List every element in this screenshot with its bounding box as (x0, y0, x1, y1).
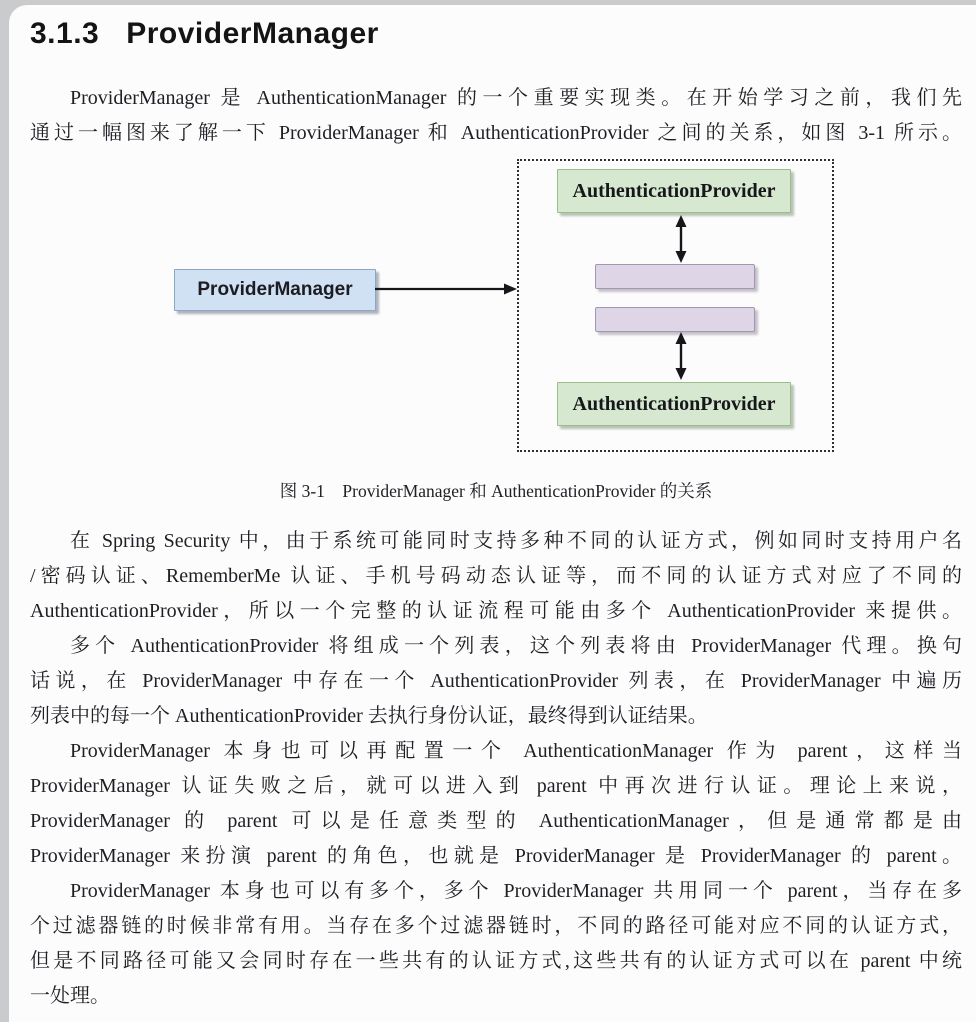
provider-manager-box (174, 269, 376, 311)
text-line: 一处理。 (30, 985, 110, 1007)
text-line: 列表中的每一个 AuthenticationProvider 去执行身份认证，最终得到认证结果。 (30, 705, 708, 727)
paragraph (30, 81, 962, 151)
double-arrow-vertical-icon (673, 331, 689, 381)
provider-list-bar-1 (595, 264, 755, 289)
book-page (9, 5, 976, 1022)
text-line: ProviderManager 认证失败之后，就可以进入到 parent 中再次进行认证。理论上来说， (30, 775, 962, 797)
section-title: ProviderManager (126, 17, 379, 50)
authentication-provider-top-box (557, 169, 791, 213)
double-arrow-vertical-icon (673, 214, 689, 264)
text-line: ProviderManager 本身也可以有多个，多个 ProviderManager 共用同一个 parent，当存在多 (70, 880, 962, 902)
text-line: 话说，在 ProviderManager 中存在一个 AuthenticationProvider 列表，在 ProviderManager 中遍历 (30, 670, 962, 692)
text-line: ProviderManager 来扮演 parent 的角色，也就是 ProviderManager 是 ProviderManager 的 parent。 (30, 845, 962, 867)
body-text (30, 524, 962, 1014)
section-heading (30, 15, 962, 53)
text-line: AuthenticationProvider，所以一个完整的认证流程可能由多个 AuthenticationProvider 来提供。 (30, 600, 962, 622)
paragraph (30, 734, 962, 874)
figure-3-1 (30, 159, 962, 452)
text-line: ProviderManager 本身也可以再配置一个 AuthenticationManager 作为 parent，这样当 (70, 740, 962, 762)
provider-list-bar-2 (595, 307, 755, 332)
text-line: 但是不同路径可能又会同时存在一些共有的认证方式,这些共有的认证方式可以在 parent 中统 (30, 950, 962, 972)
provider-manager-label: ProviderManager (197, 279, 353, 300)
text-line: ProviderManager 是 AuthenticationManager 的一个重要实现类。在开始学习之前，我们先 (70, 87, 962, 109)
authentication-provider-top-label: AuthenticationProvider (572, 179, 776, 202)
authentication-provider-bottom-box (557, 382, 791, 426)
text-line: 通过一幅图来了解一下 ProviderManager 和 AuthenticationProvider 之间的关系，如图 3-1 所示。 (30, 122, 962, 144)
paragraph (30, 629, 962, 734)
arrow-right-icon (375, 281, 517, 297)
section-number: 3.1.3 (30, 17, 100, 50)
text-line: 多个 AuthenticationProvider 将组成一个列表，这个列表将由 ProviderManager 代理。换句 (70, 635, 962, 657)
figure-caption: 图 3-1 ProviderManager 和 AuthenticationProvider 的关系 (279, 481, 713, 501)
authentication-provider-bottom-label: AuthenticationProvider (572, 392, 776, 415)
text-line: 在 Spring Security 中，由于系统可能同时支持多种不同的认证方式，例如同时支持用户名 (70, 530, 962, 552)
paragraph (30, 524, 962, 629)
text-line: 个过滤器链的时候非常有用。当存在多个过滤器链时，不同的路径可能对应不同的认证方式， (30, 915, 962, 937)
paragraph (30, 874, 962, 1014)
text-line: ProviderManager 的 parent 可以是任意类型的 AuthenticationManager，但是通常都是由 (30, 810, 962, 832)
text-line: /密码认证、RememberMe 认证、手机号码动态认证等，而不同的认证方式对应了不同的 (30, 565, 962, 587)
